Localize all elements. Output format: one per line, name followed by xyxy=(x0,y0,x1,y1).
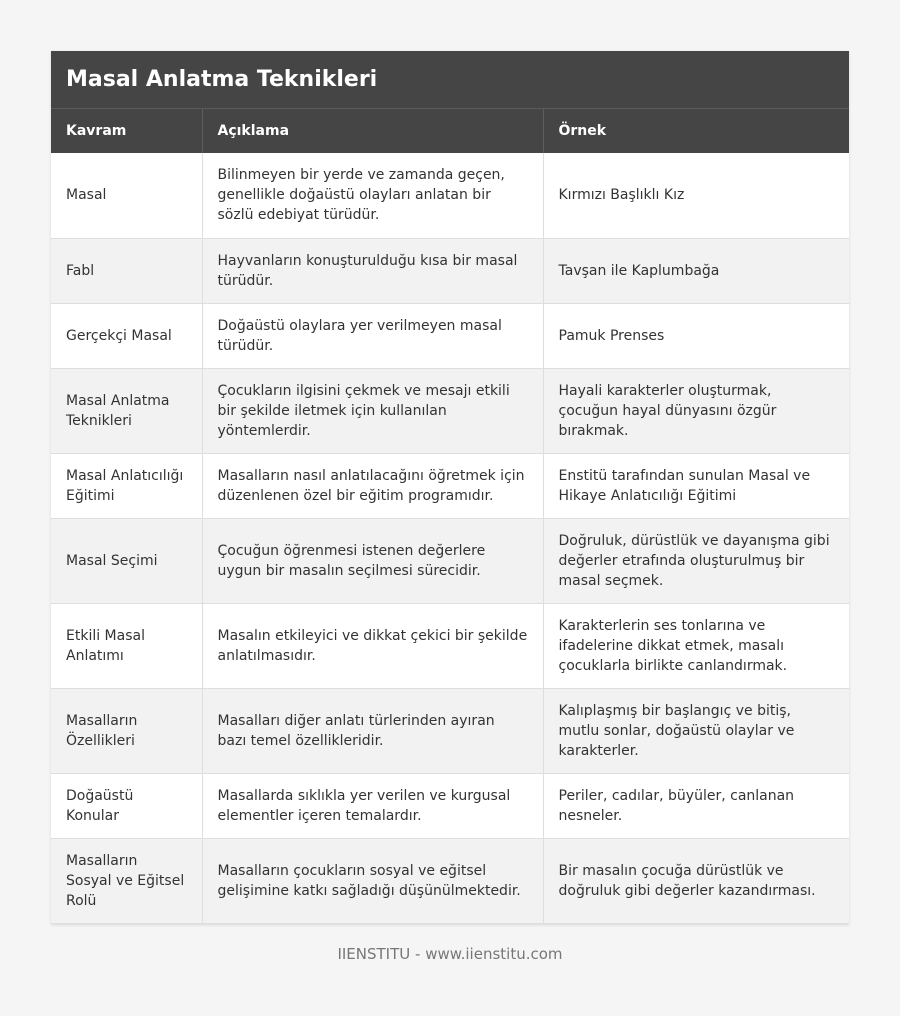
cell-kavram: Etkili Masal Anlatımı xyxy=(51,603,202,688)
cell-ornek: Kırmızı Başlıklı Kız xyxy=(543,153,849,238)
cell-aciklama: Masalın etkileyici ve dikkat çekici bir şekilde anlatılmasıdır. xyxy=(202,603,543,688)
cell-ornek: Periler, cadılar, büyüler, canlanan nesneler. xyxy=(543,773,849,838)
header-aciklama: Açıklama xyxy=(202,109,543,153)
cell-aciklama: Bilinmeyen bir yerde ve zamanda geçen, genellikle doğaüstü olayları anlatan bir sözlü edebiyat türüdür. xyxy=(202,153,543,238)
header-ornek: Örnek xyxy=(543,109,849,153)
cell-kavram: Masalların Özellikleri xyxy=(51,688,202,773)
cell-aciklama: Masalların çocukların sosyal ve eğitsel gelişimine katkı sağladığı düşünülmektedir. xyxy=(202,838,543,923)
cell-ornek: Karakterlerin ses tonlarına ve ifadelerine dikkat etmek, masalı çocuklarla birlikte canlandırmak. xyxy=(543,603,849,688)
cell-ornek: Tavşan ile Kaplumbağa xyxy=(543,238,849,303)
cell-kavram: Masalların Sosyal ve Eğitsel Rolü xyxy=(51,838,202,923)
cell-aciklama: Çocuğun öğrenmesi istenen değerlere uygun bir masalın seçilmesi sürecidir. xyxy=(202,518,543,603)
table-row xyxy=(51,518,849,603)
cell-kavram: Masal Anlatıcılığı Eğitimi xyxy=(51,453,202,518)
cell-aciklama: Çocukların ilgisini çekmek ve mesajı etkili bir şekilde iletmek için kullanılan yöntemlerdir. xyxy=(202,368,543,453)
table-row xyxy=(51,238,849,303)
cell-kavram: Masal Seçimi xyxy=(51,518,202,603)
table-row xyxy=(51,838,849,923)
table-header-row xyxy=(51,109,849,153)
cell-aciklama: Hayvanların konuşturulduğu kısa bir masal türüdür. xyxy=(202,238,543,303)
table-row xyxy=(51,688,849,773)
cell-kavram: Masal xyxy=(51,153,202,238)
cell-ornek: Bir masalın çocuğa dürüstlük ve doğruluk gibi değerler kazandırması. xyxy=(543,838,849,923)
table-row xyxy=(51,368,849,453)
table-card xyxy=(51,51,849,924)
cell-kavram: Masal Anlatma Teknikleri xyxy=(51,368,202,453)
cell-kavram: Fabl xyxy=(51,238,202,303)
cell-ornek: Hayali karakterler oluşturmak, çocuğun hayal dünyasını özgür bırakmak. xyxy=(543,368,849,453)
concepts-table xyxy=(51,109,849,924)
cell-ornek: Kalıplaşmış bir başlangıç ve bitiş, mutlu sonlar, doğaüstü olaylar ve karakterler. xyxy=(543,688,849,773)
table-row xyxy=(51,153,849,238)
table-row xyxy=(51,773,849,838)
table-row xyxy=(51,603,849,688)
cell-aciklama: Masalları diğer anlatı türlerinden ayıran bazı temel özellikleridir. xyxy=(202,688,543,773)
cell-kavram: Gerçekçi Masal xyxy=(51,303,202,368)
table-title: Masal Anlatma Teknikleri xyxy=(51,51,849,109)
table-row xyxy=(51,453,849,518)
header-kavram: Kavram xyxy=(51,109,202,153)
cell-aciklama: Masallarda sıklıkla yer verilen ve kurgusal elementler içeren temalardır. xyxy=(202,773,543,838)
table-row xyxy=(51,303,849,368)
cell-ornek: Enstitü tarafından sunulan Masal ve Hikaye Anlatıcılığı Eğitimi xyxy=(543,453,849,518)
cell-aciklama: Doğaüstü olaylara yer verilmeyen masal türüdür. xyxy=(202,303,543,368)
cell-ornek: Pamuk Prenses xyxy=(543,303,849,368)
cell-kavram: Doğaüstü Konular xyxy=(51,773,202,838)
cell-aciklama: Masalların nasıl anlatılacağını öğretmek için düzenlenen özel bir eğitim programıdır. xyxy=(202,453,543,518)
footer-credit: IIENSTITU - www.iienstitu.com xyxy=(337,945,563,963)
cell-ornek: Doğruluk, dürüstlük ve dayanışma gibi değerler etrafında oluşturulmuş bir masal seçmek. xyxy=(543,518,849,603)
